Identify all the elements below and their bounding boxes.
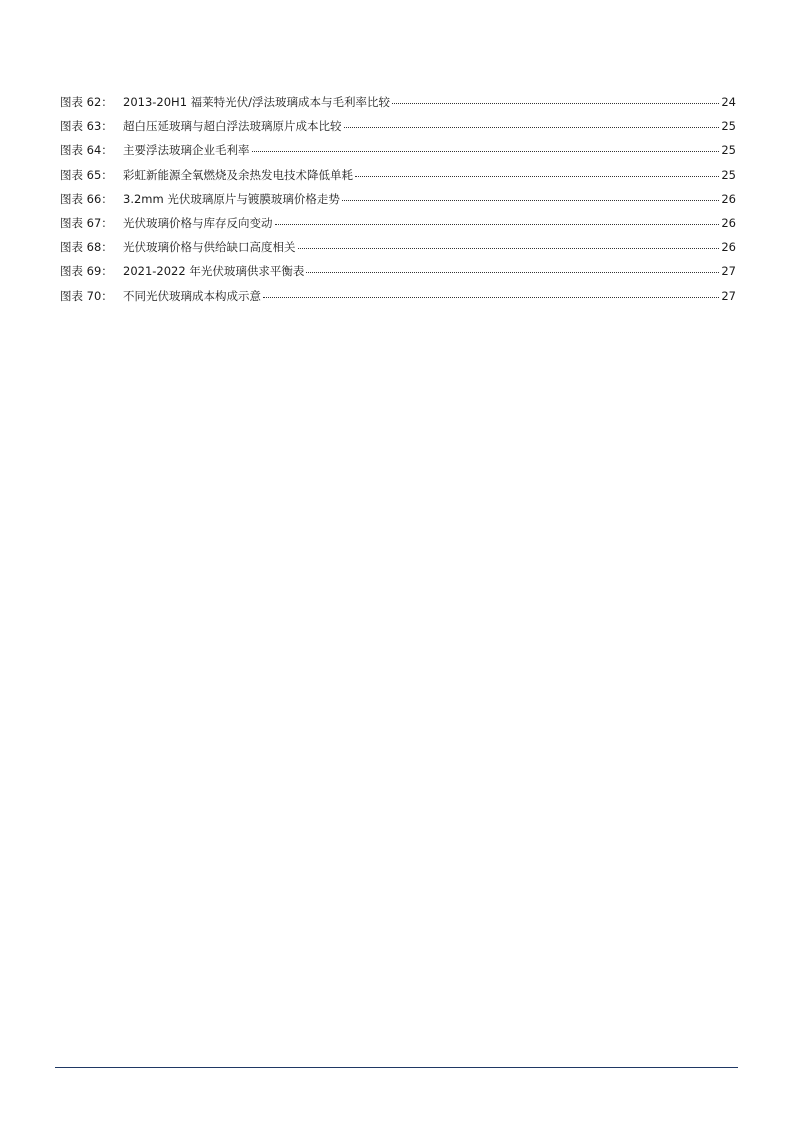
toc-entry-title: 2021-2022 年光伏玻璃供求平衡表	[123, 264, 305, 279]
toc-entry-label: 图表 70：	[60, 288, 113, 303]
toc-entry-page: 25	[721, 143, 736, 158]
dot-leader	[306, 271, 719, 273]
toc-entry[interactable]	[60, 118, 736, 142]
toc-entry[interactable]	[60, 263, 736, 287]
toc-entry-title: 光伏玻璃价格与供给缺口高度相关	[123, 240, 296, 255]
toc-entry-label: 图表 62：	[60, 95, 113, 109]
toc-entry-label: 图表 64：	[60, 143, 113, 158]
dot-leader	[355, 175, 719, 177]
toc-entry-label: 图表 63：	[60, 119, 113, 134]
toc-entry-title: 彩虹新能源全氧燃烧及余热发电技术降低单耗	[123, 167, 353, 182]
toc-entry-page: 26	[721, 191, 736, 206]
toc-entry[interactable]	[60, 288, 736, 312]
toc-entry-label: 图表 67：	[60, 215, 113, 230]
toc-entry-title: 光伏玻璃价格与库存反向变动	[123, 215, 273, 230]
toc-entry[interactable]	[60, 215, 736, 239]
toc-entry[interactable]	[60, 239, 736, 263]
toc-entry-page: 26	[721, 240, 736, 255]
toc-entry-page: 26	[721, 215, 736, 230]
toc-entry-title: 3.2mm 光伏玻璃原片与镀膜玻璃价格走势	[123, 191, 340, 206]
toc-entry-title: 超白压延玻璃与超白浮法玻璃原片成本比较	[123, 119, 342, 134]
toc-entry-title: 2013-20H1 福莱特光伏/浮法玻璃成本与毛利率比较	[123, 95, 391, 109]
toc-entry-page: 25	[721, 167, 736, 182]
toc-entry[interactable]	[60, 191, 736, 215]
dot-leader	[344, 126, 720, 128]
footer-rule	[55, 1067, 738, 1068]
toc-entry-page: 27	[721, 264, 736, 279]
toc-entry-page: 24	[721, 95, 736, 109]
dot-leader	[275, 223, 720, 225]
toc-entry[interactable]	[60, 94, 736, 118]
dot-leader	[298, 247, 720, 249]
dot-leader	[263, 296, 719, 298]
toc-entry[interactable]	[60, 167, 736, 191]
dot-leader	[392, 102, 719, 104]
figure-list	[60, 94, 736, 312]
toc-entry-page: 25	[721, 119, 736, 134]
dot-leader	[252, 150, 720, 152]
toc-entry-title: 主要浮法玻璃企业毛利率	[123, 143, 250, 158]
dot-leader	[342, 199, 719, 201]
toc-entry-label: 图表 68：	[60, 240, 113, 255]
toc-entry-page: 27	[721, 288, 736, 303]
toc-entry-title: 不同光伏玻璃成本构成示意	[123, 288, 261, 303]
toc-entry-label: 图表 65：	[60, 167, 113, 182]
toc-entry-label: 图表 69：	[60, 264, 113, 279]
toc-entry-label: 图表 66：	[60, 191, 113, 206]
toc-entry[interactable]	[60, 142, 736, 166]
